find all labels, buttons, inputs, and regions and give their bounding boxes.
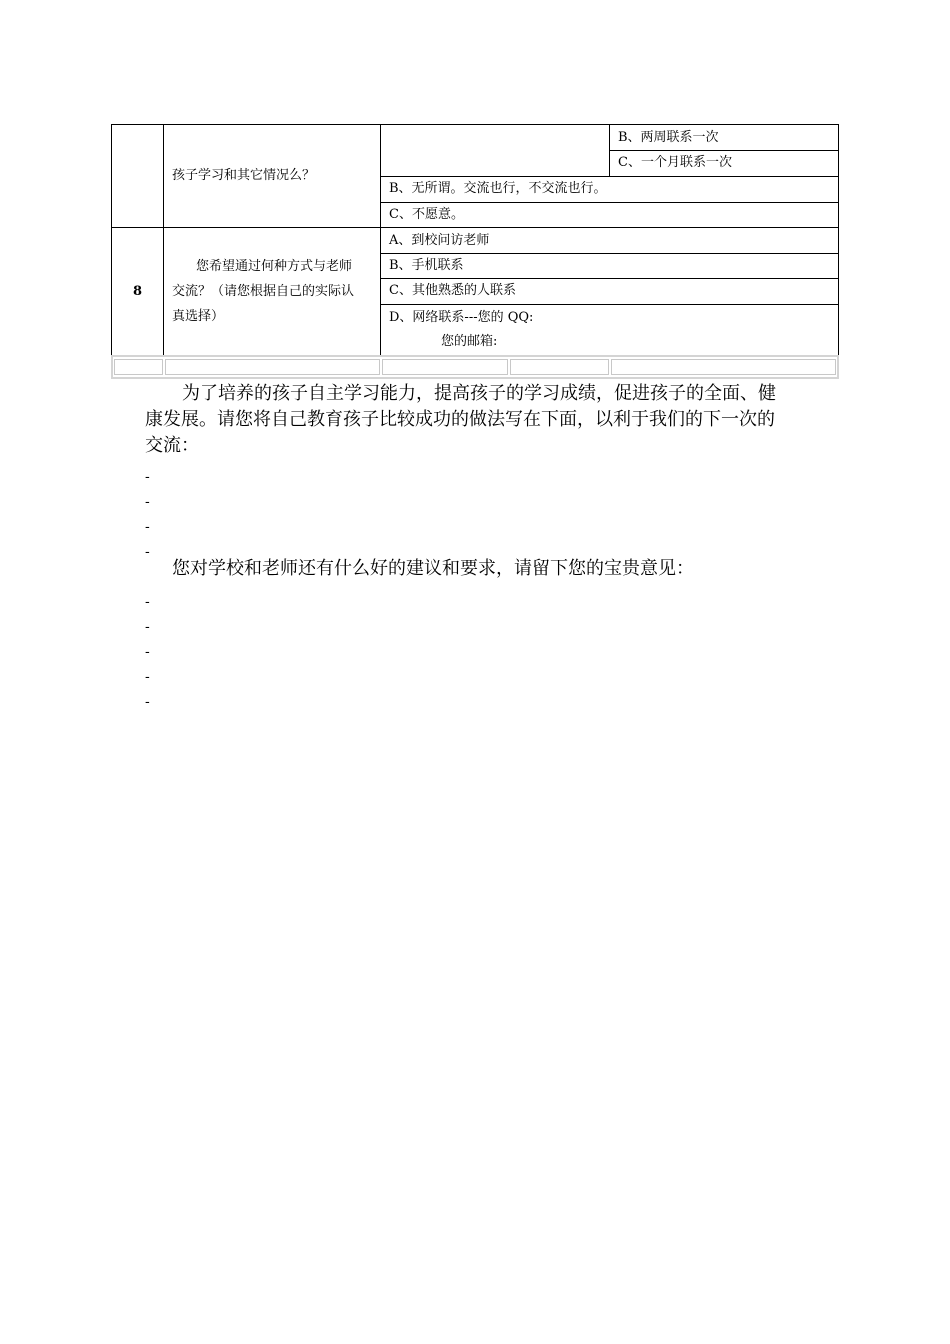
q8-option-c-cell xyxy=(381,279,838,304)
survey-table xyxy=(111,124,839,356)
paragraph-line: 为了培养的孩子自主学习能力，提高孩子的学习成绩，促进孩子的全面、健 xyxy=(182,383,776,404)
q8-option-b: B、手机联系 xyxy=(389,258,464,273)
q8-option-b-cell xyxy=(381,254,838,278)
blank-line-marker: - xyxy=(145,494,150,510)
q7-option-c-cell xyxy=(381,203,838,227)
suggestion-prompt: 您对学校和老师还有什么好的建议和要求，请留下您的宝贵意见： xyxy=(172,558,694,579)
blank-line-marker: - xyxy=(145,669,150,685)
q7-option-b2-cell xyxy=(610,125,838,150)
q8-option-a-cell xyxy=(381,228,838,253)
q8-question-line3: 真选择） xyxy=(172,309,225,324)
trailing-cell xyxy=(165,359,380,375)
q7-question-cell xyxy=(164,125,380,227)
trailing-cell xyxy=(611,359,836,375)
blank-line-marker: - xyxy=(145,544,150,560)
trailing-cell xyxy=(114,359,163,375)
q8-number: 8 xyxy=(132,284,143,299)
q8-option-d: D、网络联系---您的 QQ: xyxy=(389,310,534,325)
q8-option-d-cell xyxy=(381,305,838,355)
q7-question-text: 孩子学习和其它情况么？ xyxy=(172,168,316,183)
q7-option-b2: B、两周联系一次 xyxy=(618,130,719,145)
table-trailing-row xyxy=(111,355,839,379)
q8-option-a: A、到校问访老师 xyxy=(389,233,490,248)
q7-option-c2: C、一个月联系一次 xyxy=(618,155,732,170)
blank-line-marker: - xyxy=(145,594,150,610)
q7-option-c: C、不愿意。 xyxy=(389,207,464,222)
blank-line-marker: - xyxy=(145,644,150,660)
blank-line-marker: - xyxy=(145,619,150,635)
trailing-cell xyxy=(382,359,508,375)
q8-question-line1: 您希望通过何种方式与老师 xyxy=(196,259,353,274)
paragraph-line: 康发展。请您将自己教育孩子比较成功的做法写在下面，以利于我们的下一次的 xyxy=(145,409,775,430)
blank-line-marker: - xyxy=(145,469,150,485)
blank-line-marker: - xyxy=(145,519,150,535)
q7-option-b: B、无所谓。交流也行，不交流也行。 xyxy=(389,181,607,196)
q8-question-line2: 交流？（请您根据自己的实际认 xyxy=(172,284,355,299)
q8-option-d-email: 您的邮箱: xyxy=(441,334,498,349)
q7-option-b-cell xyxy=(381,177,838,202)
q8-number-cell xyxy=(112,228,163,355)
q8-question-cell xyxy=(164,228,380,355)
q7-option-c2-cell xyxy=(610,151,838,176)
trailing-cell xyxy=(510,359,609,375)
paragraph-line: 交流： xyxy=(145,435,199,456)
q8-option-c: C、其他熟悉的人联系 xyxy=(389,283,516,298)
blank-line-marker: - xyxy=(145,694,150,710)
